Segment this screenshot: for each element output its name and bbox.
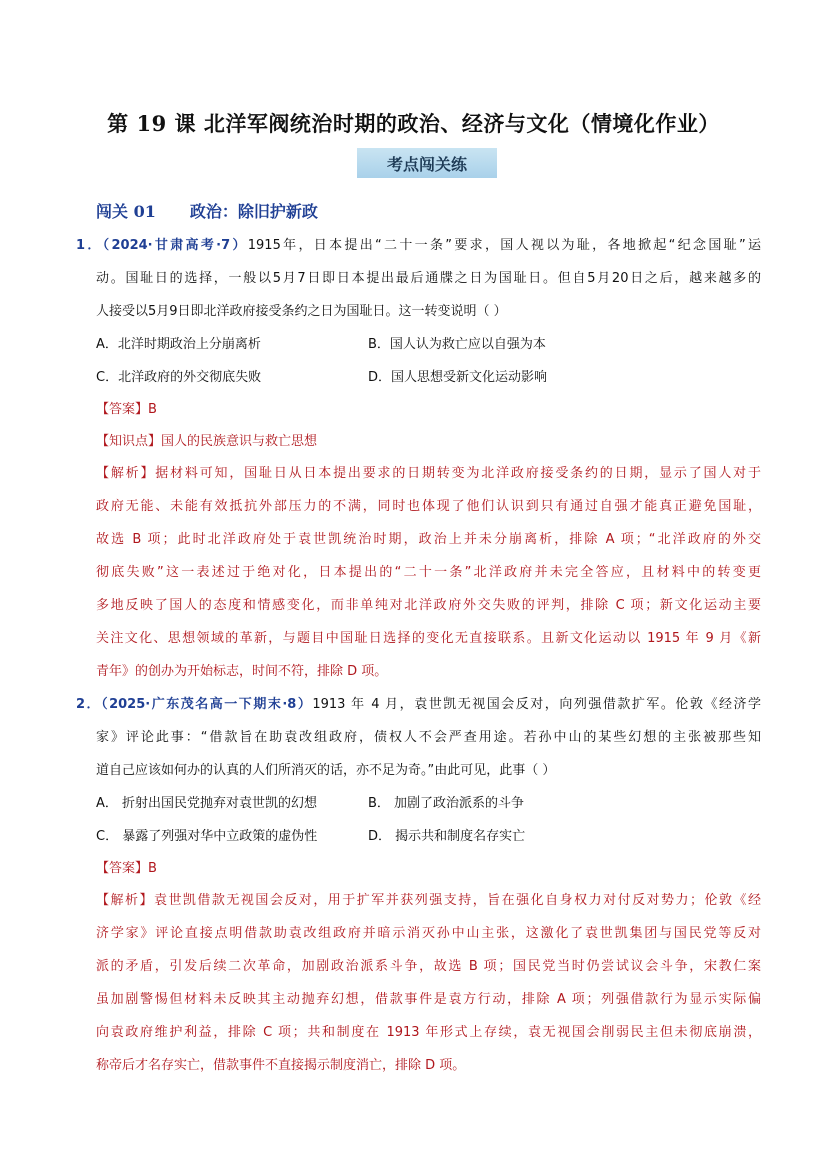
q1-answer	[96, 400, 761, 420]
q1-analysis-line-6: 关注文化、思想领域的革新，与题目中国耻日选择的变化无直接联系。且新文化运动以 1915 年 9 月《新	[96, 631, 761, 646]
q1-analysis-label: 【解析】	[96, 466, 156, 481]
q1-analysis-line-1	[96, 464, 761, 484]
q2-option-a: A． 折射出国民党抛弃对袁世凯的幻想	[96, 796, 318, 811]
q2-number: 2．	[76, 697, 102, 712]
q2-analysis-line-3: 派的矛盾，引发后续二次革命，加剧政治派系斗争，故选 B 项；国民党当时仍尝试议会斗争，宋教仁案	[96, 959, 761, 974]
q2-answer-label: 【答案】	[96, 861, 149, 876]
q1-option-a: A．北洋时期政治上分崩离析	[96, 337, 261, 352]
q1-stem-line-2: 动。国耻日的选择，一般以5月7日即日本提出最后通牒之日为国耻日。但自5月20日之后，越来越多的	[96, 271, 761, 286]
q1-stem-line-3: 人接受以5月9日即北洋政府接受条约之日为国耻日。这一转变说明（ ）	[96, 304, 507, 319]
q2-analysis-line-2: 济学家》评论直接点明借款助袁改组政府并暗示消灭孙中山主张，这激化了袁世凯集团与国民党等反对	[96, 926, 761, 941]
q1-analysis-line-5: 多地反映了国人的态度和情感变化，而非单纯对北洋政府外交失败的评判，排除 C 项；新文化运动主要	[96, 598, 761, 613]
q1-stem-line-1	[76, 236, 761, 256]
q1-answer-label: 【答案】	[96, 402, 149, 417]
q1-analysis-line-3: 故选 B 项；此时北洋政府处于袁世凯统治时期，政治上并未分崩离析，排除 A 项；“北洋政府的外交	[96, 532, 761, 547]
q1-knowledge-label: 【知识点】	[96, 434, 162, 449]
q1-answer-value: B	[148, 402, 157, 417]
q1-analysis-line-4: 彻底失败”这一表述过于绝对化，日本提出的“二十一条”北洋政府并未完全答应，且材料中的转变更	[96, 565, 761, 580]
q1-analysis-line-7: 青年》的创办为开始标志，时间不符，排除 D 项。	[96, 664, 388, 679]
q2-stem-text: 1913 年 4 月，袁世凯无视国会反对，向列强借款扩军。伦敦《经济学	[312, 697, 761, 712]
q1-analysis-text: 据材料可知，国耻日从日本提出要求的日期转变为北洋政府接受条约的日期，显示了国人对于	[155, 466, 761, 481]
q2-answer-value: B	[148, 861, 157, 876]
q2-source: （2025·广东茂名高一下期末·8）	[101, 697, 313, 712]
q1-knowledge	[96, 432, 761, 452]
q2-analysis-line-5: 向袁政府维护利益，排除 C 项；共和制度在 1913 年形式上存续，袁无视国会削弱民主但未彻底崩溃，	[96, 1025, 761, 1040]
q2-analysis-label: 【解析】	[96, 893, 154, 908]
q2-option-d: D． 揭示共和制度名存实亡	[368, 829, 526, 844]
q2-analysis-line-6: 称帝后才名存实亡，借款事件不直接揭示制度消亡，排除 D 项。	[96, 1058, 466, 1073]
q2-option-b: B． 加剧了政治派系的斗争	[368, 796, 525, 811]
q1-option-d: D．国人思想受新文化运动影响	[368, 370, 548, 385]
section-label: 闯关 01	[96, 202, 156, 221]
q1-option-b: B．国人认为救亡应以自强为本	[368, 337, 546, 352]
section-badge: 考点闯关练	[357, 148, 497, 178]
q1-stem-text: 1915年，日本提出“二十一条”要求，国人视以为耻，各地掀起“纪念国耻”运	[247, 238, 761, 253]
q1-number: 1．	[76, 238, 103, 253]
section-title: 政治：除旧护新政	[189, 202, 318, 221]
q2-stem-line-1	[76, 695, 761, 715]
q1-option-c: C．北洋政府的外交彻底失败	[96, 370, 262, 385]
q2-stem-line-3: 道自己应该如何办的认真的人们所消灭的话，亦不足为奇。”由此可见，此事（ ）	[96, 763, 556, 778]
q2-analysis-line-1	[96, 891, 761, 911]
q2-option-c: C． 暴露了列强对华中立政策的虚伪性	[96, 829, 318, 844]
q1-analysis-line-2: 政府无能、未能有效抵抗外部压力的不满，同时也体现了他们认识到只有通过自强才能真正避免国耻，	[96, 499, 761, 514]
q2-stem-line-2: 家》评论此事：“借款旨在助袁改组政府，债权人不会严查用途。若孙中山的某些幻想的主张被那些知	[96, 730, 761, 745]
q2-analysis-line-4: 虽加剧警惕但材料未反映其主动抛弃幻想，借款事件是袁方行动，排除 A 项；列强借款行为显示实际偏	[96, 992, 761, 1007]
page-title: 第 19 课 北洋军阀统治时期的政治、经济与文化（情境化作业）	[107, 111, 720, 136]
section-heading	[96, 199, 318, 222]
q2-analysis-text: 袁世凯借款无视国会反对，用于扩军并获列强支持，旨在强化自身权力对付反对势力；伦敦《经	[153, 893, 761, 908]
q2-answer	[96, 859, 761, 879]
q1-knowledge-value: 国人的民族意识与救亡思想	[161, 434, 318, 449]
q1-source: （2024·甘肃高考·7）	[102, 238, 248, 253]
